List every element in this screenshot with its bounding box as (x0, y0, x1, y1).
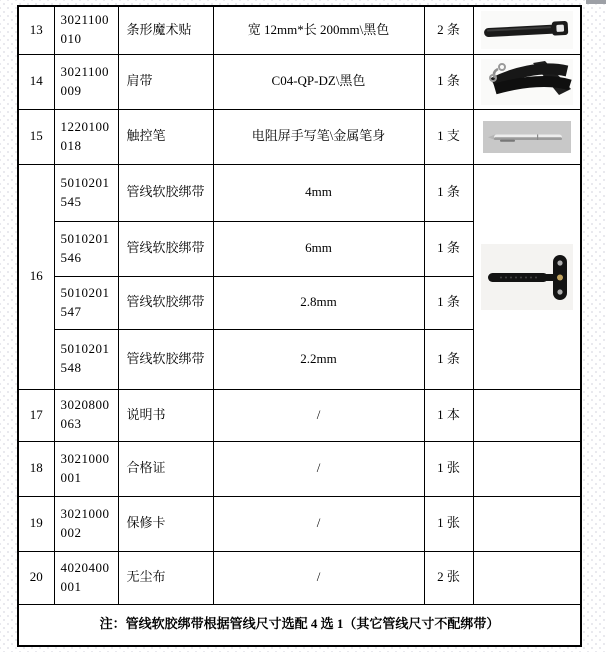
name-cell: 管线软胶绑带 (118, 329, 213, 389)
table-row (18, 54, 581, 109)
qty-cell: 2 张 (424, 551, 473, 604)
row-no-cell: 13 (18, 6, 54, 54)
qty-cell: 1 支 (424, 109, 473, 164)
name-cell: 合格证 (118, 441, 213, 496)
part-no-cell: 3021000002 (54, 496, 118, 551)
name-cell: 触控笔 (118, 109, 213, 164)
table-row (18, 164, 581, 221)
photo-cell (473, 54, 581, 109)
parts-table (17, 5, 582, 647)
spec-cell: 2.2mm (213, 329, 424, 389)
table-row (18, 551, 581, 604)
spec-cell: 4mm (213, 164, 424, 221)
part-no-cell: 1220100018 (54, 109, 118, 164)
qty-cell: 1 本 (424, 389, 473, 441)
spec-cell: 6mm (213, 221, 424, 276)
name-cell: 管线软胶绑带 (118, 221, 213, 276)
spec-cell: / (213, 496, 424, 551)
row-no-cell: 14 (18, 54, 54, 109)
name-cell: 管线软胶绑带 (118, 276, 213, 329)
part-no-cell: 3020800063 (54, 389, 118, 441)
name-cell: 肩带 (118, 54, 213, 109)
spec-cell: C04-QP-DZ\黑色 (213, 54, 424, 109)
part-no-cell: 3021100009 (54, 54, 118, 109)
part-no-cell: 4020400001 (54, 551, 118, 604)
name-cell: 无尘布 (118, 551, 213, 604)
table-row (18, 109, 581, 164)
row-no-cell: 16 (18, 164, 54, 389)
spec-cell: 2.8mm (213, 276, 424, 329)
table-row (18, 441, 581, 496)
table-note: 注：管线软胶绑带根据管线尺寸选配 4 选 1（其它管线尺寸不配绑带） (18, 604, 581, 646)
part-no-cell: 3021000001 (54, 441, 118, 496)
spec-cell: / (213, 389, 424, 441)
photo-cell (473, 164, 581, 389)
qty-cell: 1 张 (424, 496, 473, 551)
photo-cell (473, 109, 581, 164)
row-no-cell: 15 (18, 109, 54, 164)
stylus-photo (483, 121, 571, 153)
scrollbar-thumb[interactable] (586, 0, 606, 4)
qty-cell: 1 条 (424, 329, 473, 389)
part-no-cell: 5010201548 (54, 329, 118, 389)
table-row (18, 6, 581, 54)
row-no-cell: 17 (18, 389, 54, 441)
velcro-strap-photo (481, 11, 573, 49)
table-row (18, 496, 581, 551)
part-no-cell: 5010201546 (54, 221, 118, 276)
name-cell: 条形魔术贴 (118, 6, 213, 54)
qty-cell: 1 张 (424, 441, 473, 496)
photo-cell-empty (473, 441, 581, 496)
note-row (18, 604, 581, 646)
table-row (18, 389, 581, 441)
qty-cell: 1 条 (424, 54, 473, 109)
row-no-cell: 19 (18, 496, 54, 551)
part-no-cell: 5010201547 (54, 276, 118, 329)
part-no-cell: 3021100010 (54, 6, 118, 54)
cable-tie-photo (481, 244, 573, 310)
name-cell: 管线软胶绑带 (118, 164, 213, 221)
part-no-cell: 5010201545 (54, 164, 118, 221)
spec-cell: 电阻屏手写笔\金属笔身 (213, 109, 424, 164)
spec-cell: / (213, 551, 424, 604)
qty-cell: 2 条 (424, 6, 473, 54)
spec-cell: 宽 12mm*长 200mm\黑色 (213, 6, 424, 54)
photo-cell (473, 6, 581, 54)
photo-cell-empty (473, 389, 581, 441)
photo-cell-empty (473, 496, 581, 551)
photo-cell-empty (473, 551, 581, 604)
name-cell: 保修卡 (118, 496, 213, 551)
row-no-cell: 18 (18, 441, 54, 496)
qty-cell: 1 条 (424, 276, 473, 329)
name-cell: 说明书 (118, 389, 213, 441)
row-no-cell: 20 (18, 551, 54, 604)
spec-cell: / (213, 441, 424, 496)
qty-cell: 1 条 (424, 221, 473, 276)
qty-cell: 1 条 (424, 164, 473, 221)
shoulder-strap-photo (481, 59, 573, 105)
